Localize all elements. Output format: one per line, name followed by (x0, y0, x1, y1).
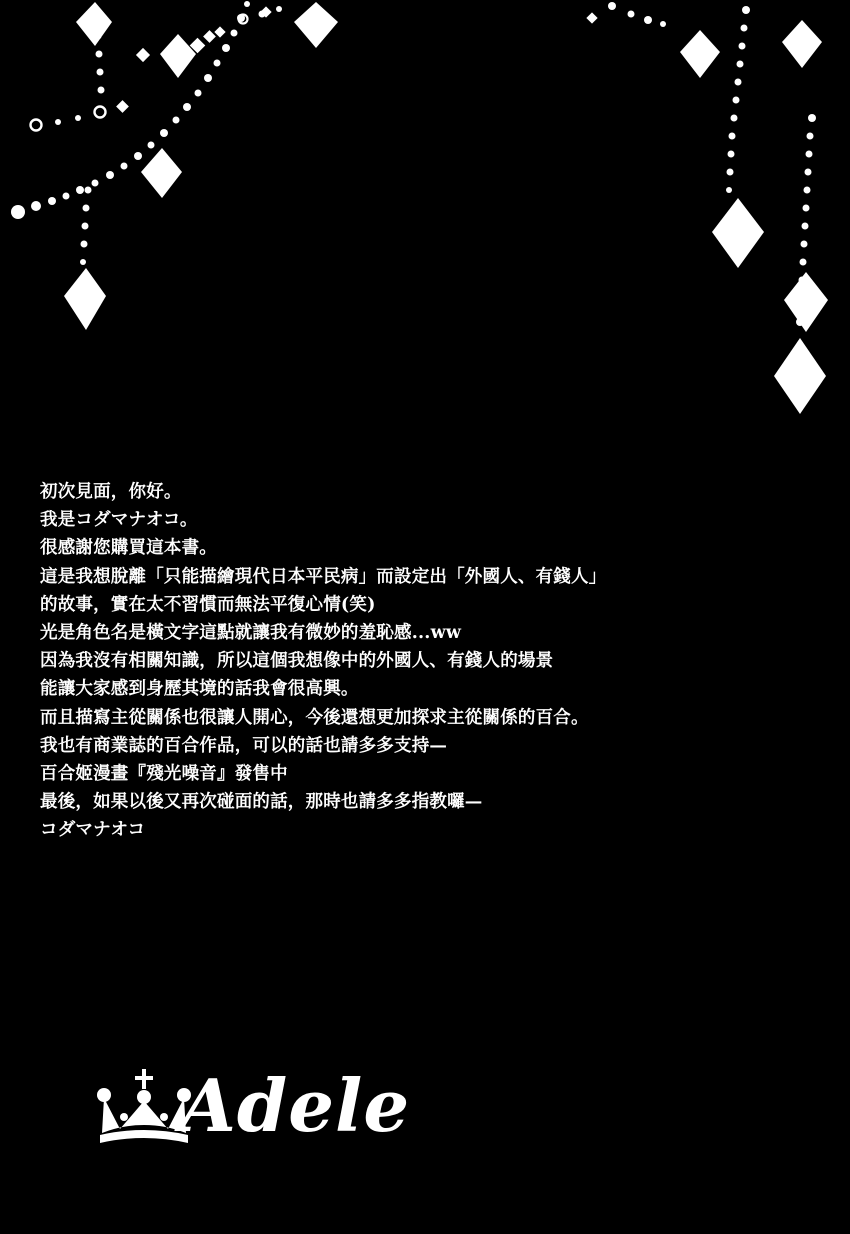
afterword-line: 我也有商業誌的百合作品，可以的話也請多多支持— (40, 735, 448, 756)
afterword-line: 很感謝您購買這本書。 (40, 538, 217, 559)
afterword-line: 光是角色名是橫文字這點就讓我有微妙的羞恥感...ww (40, 623, 462, 644)
afterword-line: 能讓大家感到身歷其境的話我會很高興。 (40, 679, 359, 700)
afterword-line: 這是我想脫離「只能描繪現代日本平民病」而設定出「外國人、有錢人」 (40, 566, 607, 587)
afterword-line: 百合姬漫畫『殘光噪音』發售中 (40, 764, 288, 785)
afterword-signature: コダマナオコ (40, 820, 146, 841)
afterword-line: 而且描寫主從關係也很讓人開心，今後還想更加探求主從關係的百合。 (40, 707, 589, 728)
afterword-text-block (40, 478, 830, 845)
afterword-line: 因為我沒有相關知識，所以這個我想像中的外國人、有錢人的場景 (40, 651, 554, 672)
diamond-flourishes (64, 2, 828, 414)
afterword-line: 我是コダマナオコ。 (40, 510, 198, 531)
logo-wordmark: Adele (180, 1063, 411, 1148)
crown-icon (96, 1067, 192, 1151)
afterword-line: 的故事，實在太不習慣而無法平復心情(笑) (40, 594, 376, 615)
afterword-line: 初次見面，你好。 (40, 482, 182, 502)
decorative-ornament-group (0, 0, 850, 470)
afterword-line: 最後，如果以後又再次碰面的話，那時也請多多指教囉— (40, 792, 483, 813)
bead-chains (11, 1, 816, 326)
circle-logo (96, 1055, 416, 1165)
